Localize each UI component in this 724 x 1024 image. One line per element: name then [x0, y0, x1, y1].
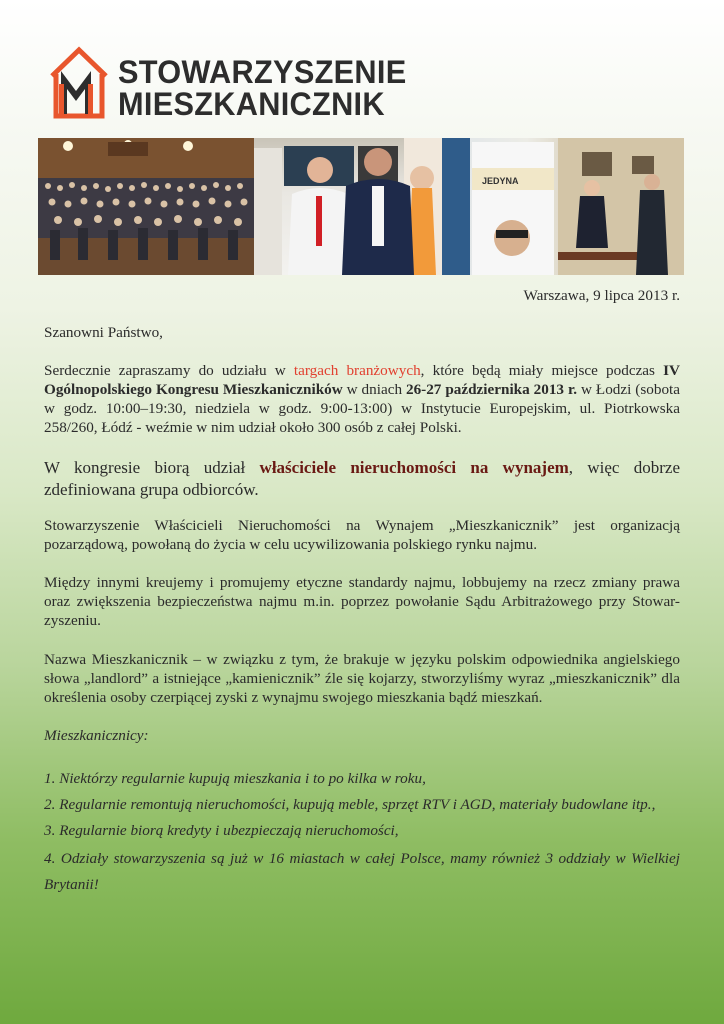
- p1-text-a: Serdecznie zapraszamy do udziału w: [44, 362, 294, 379]
- congress-name: IV Ogólnopolskiego Kongresu Mieszkaniczników: [44, 362, 680, 398]
- p1-text-c: w dniach: [342, 381, 406, 398]
- list-title: Mieszkanicznicy:: [44, 727, 149, 744]
- paragraph-audience: [44, 457, 680, 501]
- photo-strip: [38, 138, 684, 275]
- p2-text-b: , więc dobrze zdefiniowana grupa odbiorców.: [44, 458, 680, 499]
- two-men-at-stand-photo: [254, 138, 442, 275]
- house-logo-icon: [48, 44, 110, 120]
- greeting: Szanowni Państwo,: [44, 324, 163, 341]
- list-item: 3. Regularnie biorą kredyty i ubezpieczają nieruchomości,: [44, 822, 399, 839]
- list-item: 4. Odziały stowarzyszenia są już w 16 miastach w całej Polsce, mamy również 3 oddziały w Wielkiej Brytanii!: [44, 850, 680, 893]
- paragraph-name-origin: Nazwa Mieszkanicznik – w związku z tym, że brakuje w języku polskim odpowiednika angielskiego słowa „landlord” a istniejące „kamienicznik” źle się kojarzy, stworzyliśmy wyraz „mieszkanicznik” dla określenia osoby czerpiącej zyski z wynajmu swojego mieszkania bądź mieszkań.: [44, 651, 680, 706]
- paragraph-invitation: [44, 361, 680, 437]
- letter-date: Warszawa, 9 lipca 2013 r.: [523, 287, 680, 304]
- logo-line-1: STOWARZYSZENIE: [118, 54, 407, 90]
- logo-text: [118, 56, 407, 120]
- audience-highlight: właściciele nieruchomości na wynajem: [259, 458, 569, 477]
- p1-text-b: , które będą miały miejsce podczas: [420, 362, 664, 379]
- logo-line-2: MIESZKANICZNIK: [118, 86, 385, 122]
- header: [48, 44, 468, 124]
- svg-text:JEDYNA: JEDYNA: [482, 176, 519, 186]
- exhibition-stand-photo: [442, 138, 684, 275]
- paragraph-organization: Stowarzyszenie Właścicieli Nieruchomości na Wynajem „Mieszkanicznik” jest organizacją pozarządową, powołaną do życia w celu ucywilizowania polskiego rynku najmu.: [44, 517, 680, 553]
- congress-dates: 26-27 października 2013 r.: [405, 381, 578, 398]
- list-item: 1. Niektórzy regularnie kupują mieszkania i to po kilka w roku,: [44, 770, 426, 787]
- paragraph-activities: Między innymi kreujemy i promujemy etyczne standardy najmu, lobbujemy na rzecz zmiany prawa oraz zwiększenia bezpieczeństwa najmu m.in. poprzez powołanie Sądu Arbitrażowego przy Stowar-zyszeniu.: [44, 574, 680, 629]
- list-item: 2. Regularnie remontują nieruchomości, kupują meble, sprzęt RTV i AGD, materiały budowlane itp.,: [44, 796, 656, 813]
- conference-hall-photo: [38, 138, 254, 275]
- p1-text-d: w Łodzi (sobota w godz. 10:00–19:30, niedziela w godz. 9:00-13:00) w Instytucie Europejskim, ul. Piotrkowska 258/260, Łódź - weźmie w nim udział około 300 osób z całej Polski.: [44, 381, 680, 436]
- p2-text-a: W kongresie biorą udział: [44, 458, 260, 477]
- fair-highlight: targach branżowych: [293, 362, 421, 379]
